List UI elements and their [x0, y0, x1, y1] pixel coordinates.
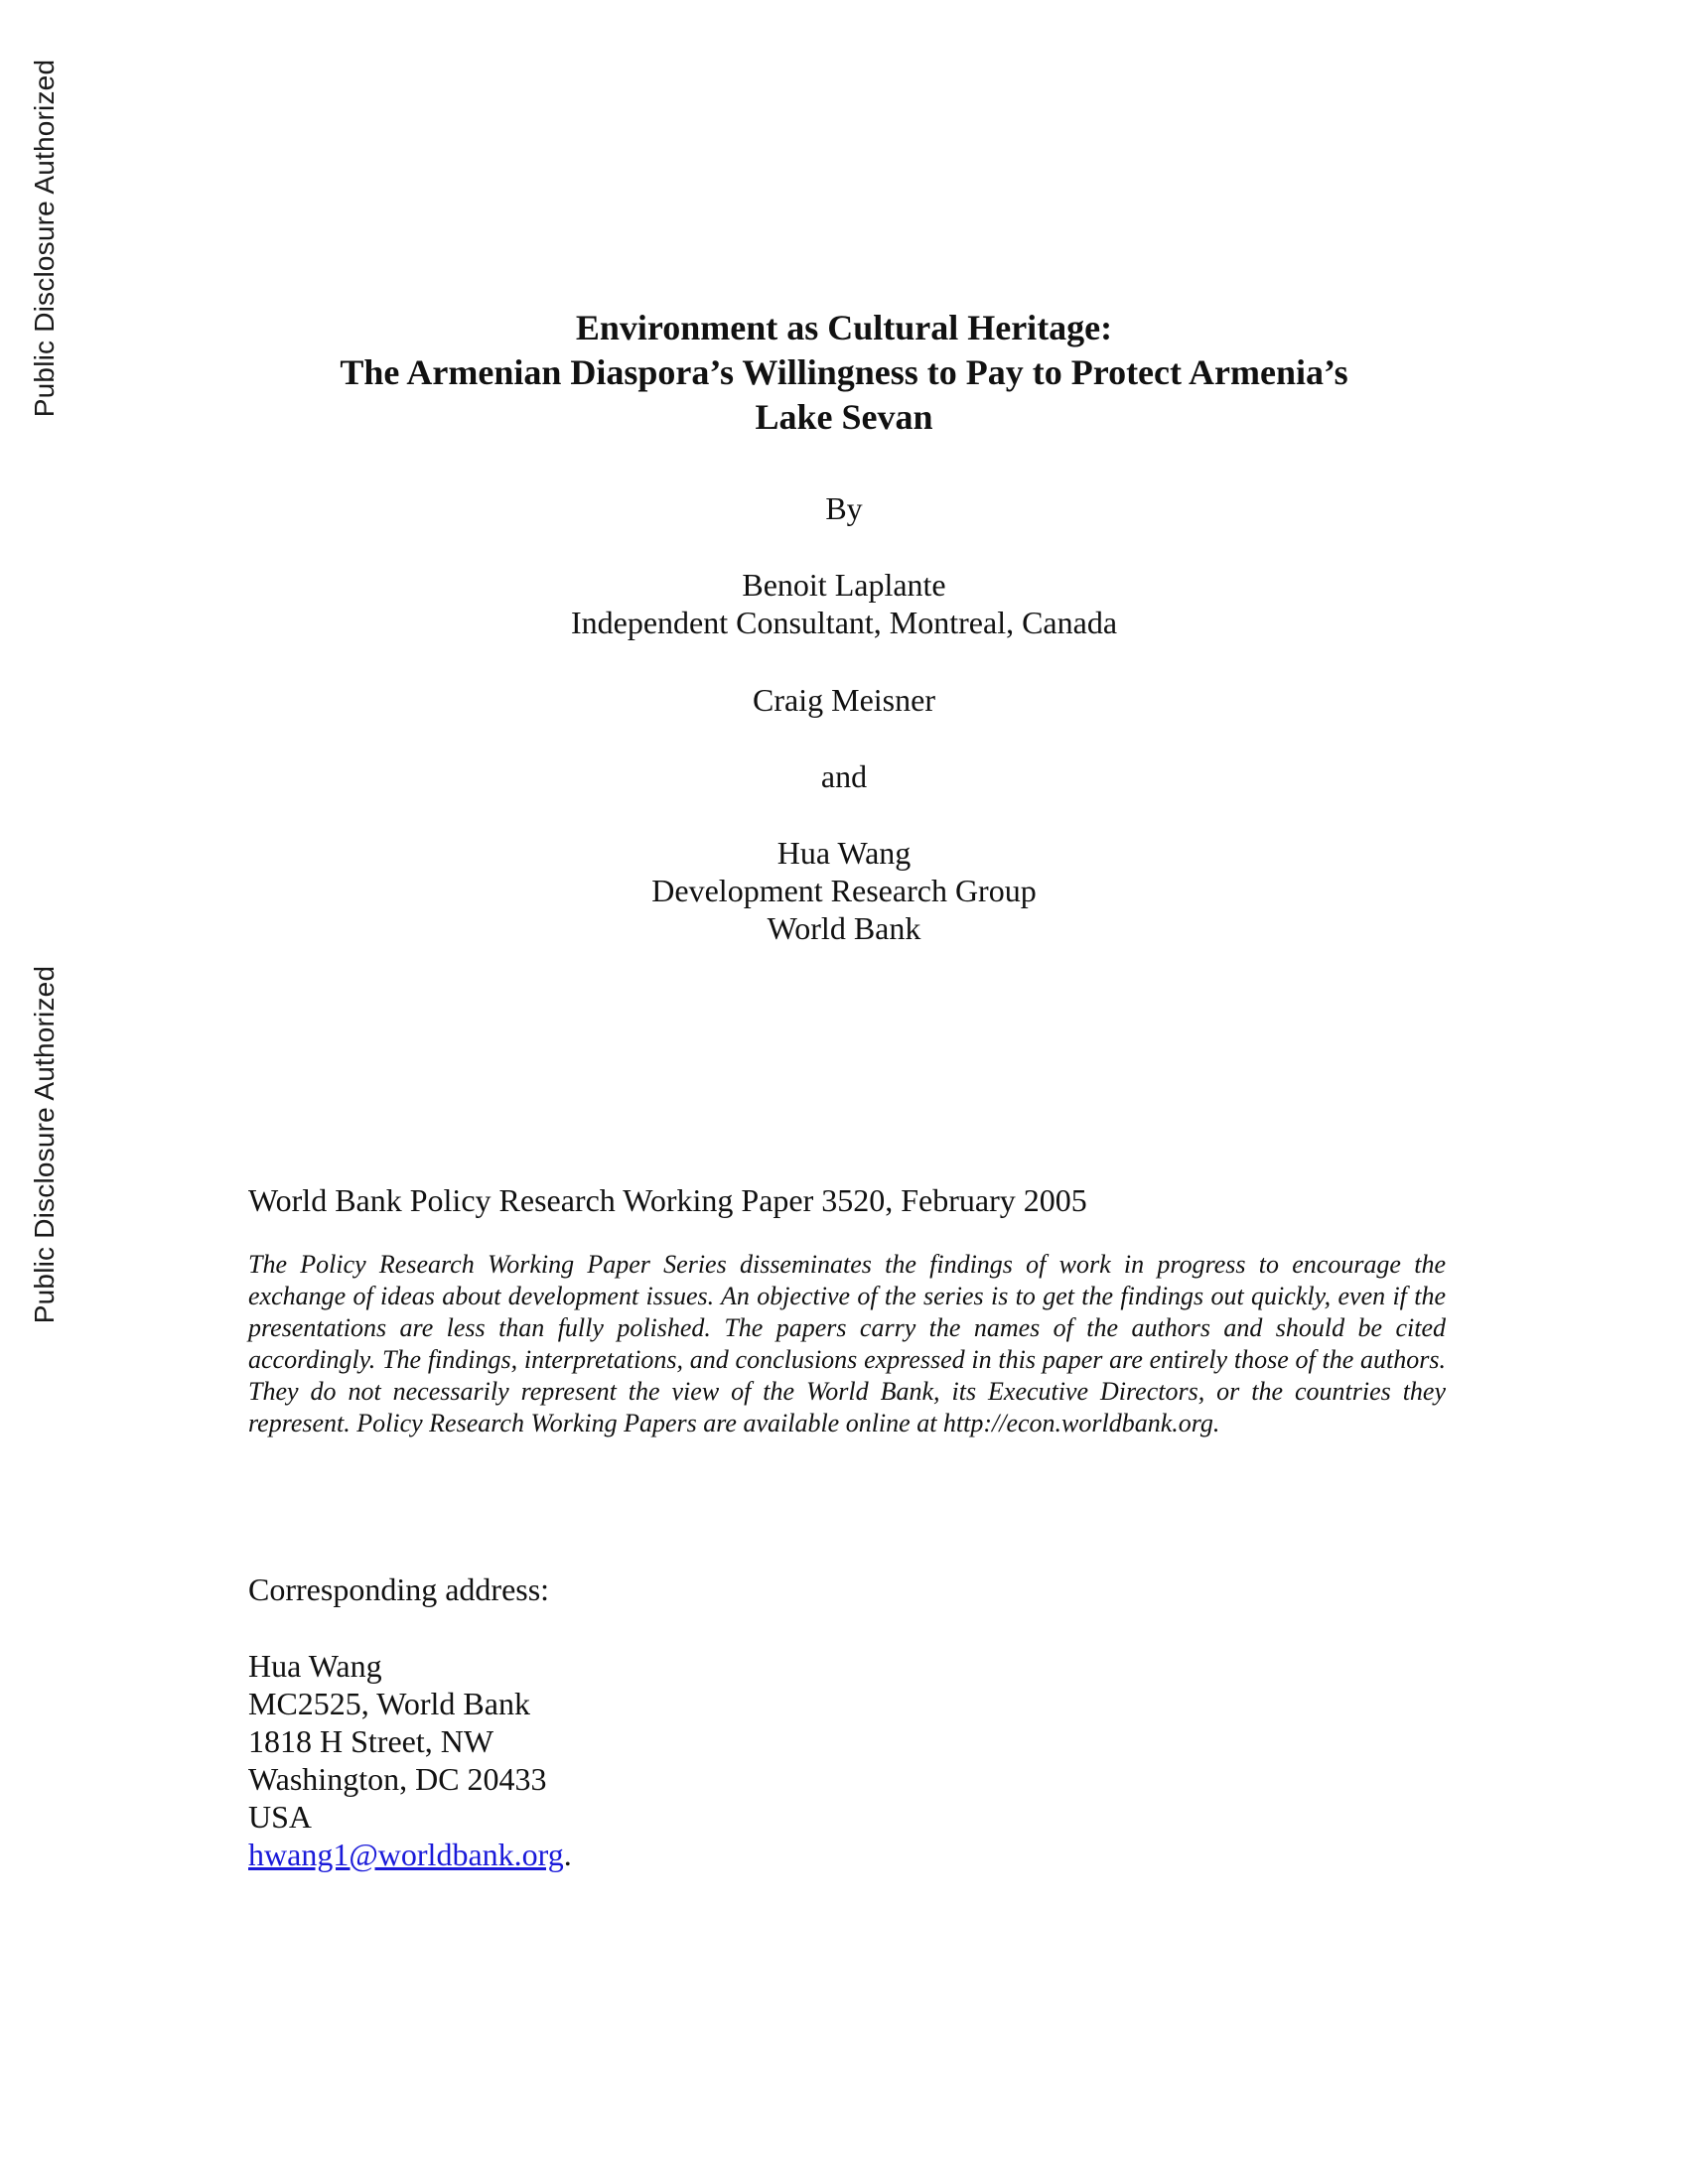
author-affiliation-3-line-2: World Bank: [767, 910, 921, 946]
by-label: By: [825, 490, 863, 526]
author-affiliation-3-line-1: Development Research Group: [651, 873, 1037, 908]
title-line-1: Environment as Cultural Heritage:: [575, 308, 1113, 347]
address-line: USA: [248, 1799, 313, 1835]
paper-title: [248, 306, 1440, 440]
and-label: and: [820, 758, 868, 794]
author-name-1: Benoit Laplante: [742, 567, 946, 603]
address-line: Washington, DC 20433: [248, 1761, 547, 1797]
title-line-3: Lake Sevan: [755, 397, 933, 437]
address-line: Hua Wang: [248, 1648, 382, 1684]
author-name-3: Hua Wang: [776, 835, 912, 871]
disclosure-stamp-top: Public Disclosure Authorized: [29, 59, 60, 418]
email-link[interactable]: hwang1@worldbank.org: [248, 1837, 564, 1872]
disclosure-stamp-bottom: Public Disclosure Authorized: [29, 965, 60, 1324]
author-affiliation-1: Independent Consultant, Montreal, Canada: [570, 605, 1118, 640]
address-line: 1818 H Street, NW: [248, 1723, 494, 1759]
email-suffix: .: [563, 1837, 572, 1872]
email-line: [248, 1836, 572, 1873]
address-line: MC2525, World Bank: [248, 1686, 530, 1721]
title-line-2: The Armenian Diaspora’s Willingness to Pay to Protect Armenia’s: [340, 352, 1348, 392]
correspondence-heading: Corresponding address:: [248, 1571, 550, 1607]
series-disclaimer: The Policy Research Working Paper Series disseminates the findings of work in progress to encourage the exchange of ideas about development issues. An objective of the series is to get the findings out quickly, even if the presentations are less than fully polished. The papers carry the names of the authors and should be cited accordingly. The findings, interpretations, and conclusions expressed in this paper are entirely those of the authors. They do not necessarily represent the view of the World Bank, its Executive Directors, or the countries they represent. Policy Research Working Papers are available online at http://econ.worldbank.org.: [248, 1250, 1446, 1437]
working-paper-citation: World Bank Policy Research Working Paper 3520, February 2005: [248, 1182, 1087, 1218]
author-name-2: Craig Meisner: [753, 682, 935, 718]
